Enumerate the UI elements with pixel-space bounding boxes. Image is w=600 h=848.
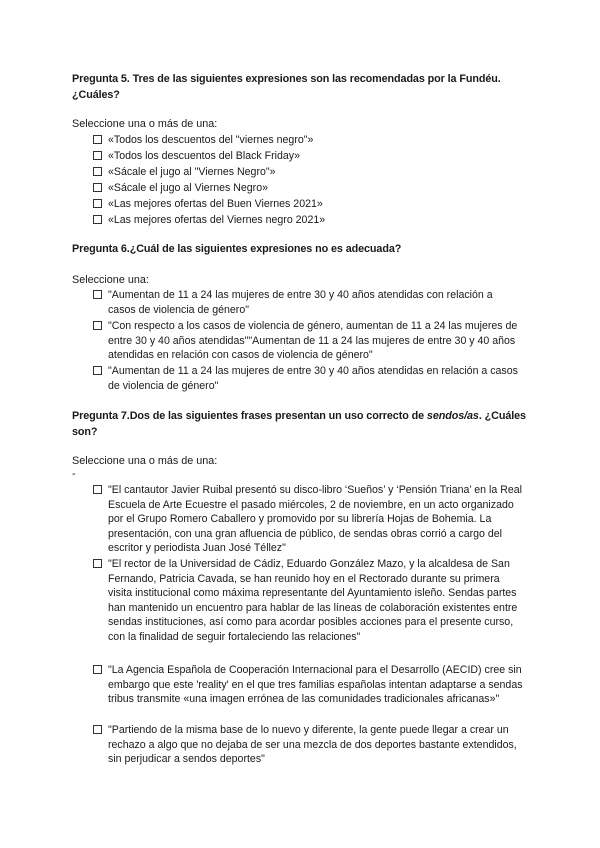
question-7-option[interactable] — [93, 723, 523, 767]
checkbox[interactable] — [93, 199, 102, 208]
question-6-prompt: Seleccione una: — [72, 274, 149, 286]
option-label: «Las mejores ofertas del Viernes negro 2021» — [108, 214, 326, 226]
option-label: "Aumentan de 11 a 24 las mujeres de entre 30 y 40 años atendidas con relación a casos de violencia de género" — [108, 289, 493, 316]
option-label: "Con respecto a los casos de violencia de género, aumentan de 11 a 24 las mujeres de entre 30 y 40 años atendidas""Aumentan de 11 a 24 las mujeres de entre 30 y 40 años atendidas en relación con casos de violencia de género" — [108, 320, 518, 362]
question-6-option[interactable] — [93, 364, 523, 393]
checkbox[interactable] — [93, 559, 102, 568]
question-6-title: Pregunta 6.¿Cuál de las siguientes expresiones no es adecuada? — [72, 243, 402, 255]
question-5-option[interactable] — [93, 197, 523, 212]
option-label: «Las mejores ofertas del Buen Viernes 2021» — [108, 198, 323, 210]
option-label: "La Agencia Española de Cooperación Internacional para el Desarrollo (AECID) cree sin embargo que este 'reality' en el que tres familias españolas intentan adaptarse a sendas tribus transmite «una imagen errónea de las comunidades tradicionales africanas»" — [108, 664, 523, 706]
question-7-prompt: Seleccione una o más de una: — [72, 455, 218, 467]
question-7-option[interactable] — [93, 557, 523, 645]
question-7-title-emphasis: sendos/as — [426, 410, 479, 422]
question-5-option[interactable] — [93, 149, 523, 164]
checkbox[interactable] — [93, 725, 102, 734]
question-7-option[interactable] — [93, 663, 523, 707]
option-label: "Partiendo de la misma base de lo nuevo y diferente, la gente puede llegar a crear un rechazo a algo que no dejaba de ser una mezcla de dos deportes bastante extendidos, sin perjudicar a sendos deportes" — [108, 724, 517, 766]
option-label: «Todos los descuentos del "viernes negro"» — [108, 134, 314, 146]
checkbox[interactable] — [93, 366, 102, 375]
checkbox[interactable] — [93, 485, 102, 494]
checkbox[interactable] — [93, 135, 102, 144]
checkbox[interactable] — [93, 167, 102, 176]
option-label: "Aumentan de 11 a 24 las mujeres de entre 30 y 40 años atendidas en relación a casos de violencia de género" — [108, 365, 518, 392]
question-5-prompt: Seleccione una o más de una: — [72, 118, 218, 130]
checkbox[interactable] — [93, 290, 102, 299]
option-label: «Sácale el jugo al Viernes Negro» — [108, 182, 268, 194]
question-7-title — [72, 408, 542, 440]
question-7-option[interactable] — [93, 483, 523, 556]
question-5-option[interactable] — [93, 165, 523, 180]
question-5-title: Pregunta 5. Tres de las siguientes expresiones son las recomendadas por la Fundéu. ¿Cuáles? — [72, 73, 501, 101]
checkbox[interactable] — [93, 151, 102, 160]
question-5-option[interactable] — [93, 213, 523, 228]
question-7-title-suffix: . ¿Cuáles son? — [72, 410, 526, 438]
question-5-option[interactable] — [93, 133, 523, 148]
option-label: «Todos los descuentos del Black Friday» — [108, 150, 300, 162]
question-5-option[interactable] — [93, 181, 523, 196]
checkbox[interactable] — [93, 215, 102, 224]
option-label: "El cantautor Javier Ruibal presentó su disco-libro ‘Sueños’ y ‘Pensión Triana’ en la Real Escuela de Arte Ecuestre el pasado miércoles, 2 de noviembre, en un acto organizado por el Grupo Romero Caballero y promovido por su librería Hojas de Bohemia. La presentación, con una gran afluencia de público, de sendas obras corrió a cargo del escritor y periodista Juan José Téllez" — [108, 484, 522, 555]
option-label: «Sácale el jugo al "Viernes Negro"» — [108, 166, 276, 178]
question-6-option[interactable] — [93, 288, 523, 317]
checkbox[interactable] — [93, 665, 102, 674]
checkbox[interactable] — [93, 321, 102, 330]
question-7-title-prefix: Pregunta 7.Dos de las siguientes frases presentan un uso correcto de — [72, 410, 427, 422]
option-label: "El rector de la Universidad de Cádiz, Eduardo González Mazo, y la alcaldesa de San Fernando, Patricia Cavada, se han reunido hoy en el Rectorado durante su primera visita institucional como máxima representante del Ayuntamiento isleño. Sendas partes han mantenido un encuentro para hablar de las líneas de colaboración existentes entre sendas instituciones, así como para acordar posibles acciones para el presente curso, con la finalidad de seguir fortaleciendo las relaciones" — [108, 558, 518, 643]
checkbox[interactable] — [93, 183, 102, 192]
question-7-dash: - — [72, 468, 76, 480]
question-6-option[interactable] — [93, 319, 523, 363]
